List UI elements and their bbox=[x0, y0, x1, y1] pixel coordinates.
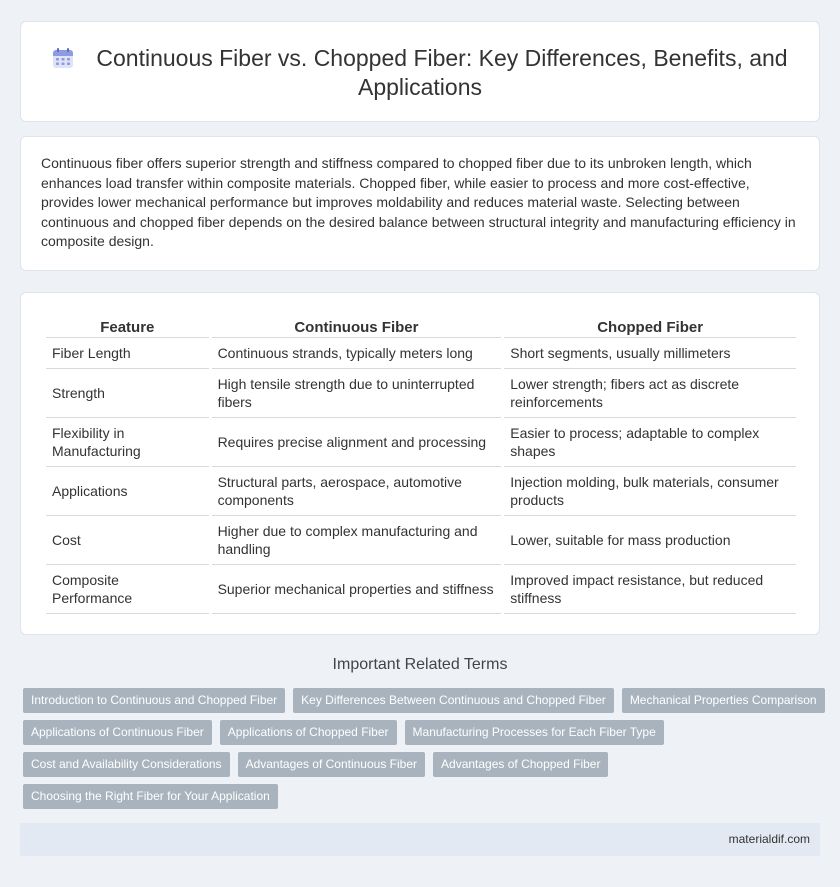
table-cell: Structural parts, aerospace, automotive components bbox=[212, 467, 502, 516]
footer-site-link[interactable]: materialdif.com bbox=[728, 832, 810, 846]
table-row bbox=[46, 565, 796, 614]
comparison-card bbox=[20, 292, 820, 635]
table-cell: Flexibility in Manufacturing bbox=[46, 418, 209, 467]
related-term-tag[interactable]: Choosing the Right Fiber for Your Application bbox=[23, 784, 278, 809]
related-term-tag[interactable]: Applications of Chopped Fiber bbox=[220, 720, 397, 745]
table-cell: Short segments, usually millimeters bbox=[504, 338, 796, 369]
table-cell: Easier to process; adaptable to complex shapes bbox=[504, 418, 796, 467]
table-cell: Improved impact resistance, but reduced stiffness bbox=[504, 565, 796, 614]
table-cell: Higher due to complex manufacturing and handling bbox=[212, 516, 502, 565]
table-cell: Fiber Length bbox=[46, 338, 209, 369]
table-cell: Lower strength; fibers act as discrete reinforcements bbox=[504, 369, 796, 418]
column-header-chopped: Chopped Fiber bbox=[504, 316, 796, 338]
table-row bbox=[46, 338, 796, 369]
related-term-tag[interactable]: Manufacturing Processes for Each Fiber Type bbox=[405, 720, 664, 745]
table-cell: Requires precise alignment and processing bbox=[212, 418, 502, 467]
table-row bbox=[46, 418, 796, 467]
comparison-table bbox=[43, 316, 799, 614]
related-term-tag[interactable]: Key Differences Between Continuous and Chopped Fiber bbox=[293, 688, 614, 713]
related-term-tag[interactable]: Mechanical Properties Comparison bbox=[622, 688, 825, 713]
table-row bbox=[46, 467, 796, 516]
column-header-feature: Feature bbox=[46, 316, 209, 338]
calendar-icon bbox=[52, 47, 74, 69]
table-cell: Cost bbox=[46, 516, 209, 565]
intro-paragraph: Continuous fiber offers superior strength and stiffness compared to chopped fiber due to its unbroken length, which enhances load transfer within composite materials. Chopped fiber, while easier to process and more cost-effective, provides lower mechanical performance but improves moldability and reduces material waste. Selecting between continuous and chopped fiber depends on the desired balance between structural integrity and manufacturing efficiency in composite design. bbox=[41, 155, 796, 250]
table-row bbox=[46, 369, 796, 418]
related-terms-heading: Important Related Terms bbox=[332, 656, 508, 673]
footer bbox=[20, 823, 820, 856]
table-cell: Composite Performance bbox=[46, 565, 209, 614]
related-term-tag[interactable]: Cost and Availability Considerations bbox=[23, 752, 230, 777]
table-cell: Injection molding, bulk materials, consumer products bbox=[504, 467, 796, 516]
table-header-row bbox=[46, 316, 796, 338]
column-header-continuous: Continuous Fiber bbox=[212, 316, 502, 338]
table-row bbox=[46, 516, 796, 565]
related-term-tag[interactable]: Advantages of Continuous Fiber bbox=[238, 752, 425, 777]
table-cell: High tensile strength due to uninterrupted fibers bbox=[212, 369, 502, 418]
table-cell: Strength bbox=[46, 369, 209, 418]
related-terms-list bbox=[23, 688, 823, 816]
table-cell: Continuous strands, typically meters long bbox=[212, 338, 502, 369]
related-term-tag[interactable]: Advantages of Chopped Fiber bbox=[433, 752, 608, 777]
page-title: Continuous Fiber vs. Chopped Fiber: Key Differences, Benefits, and Applications bbox=[96, 45, 788, 100]
intro-card bbox=[20, 136, 820, 271]
table-cell: Lower, suitable for mass production bbox=[504, 516, 796, 565]
related-term-tag[interactable]: Applications of Continuous Fiber bbox=[23, 720, 212, 745]
table-cell: Applications bbox=[46, 467, 209, 516]
related-term-tag[interactable]: Introduction to Continuous and Chopped Fiber bbox=[23, 688, 285, 713]
table-cell: Superior mechanical properties and stiffness bbox=[212, 565, 502, 614]
title-card bbox=[20, 21, 820, 122]
